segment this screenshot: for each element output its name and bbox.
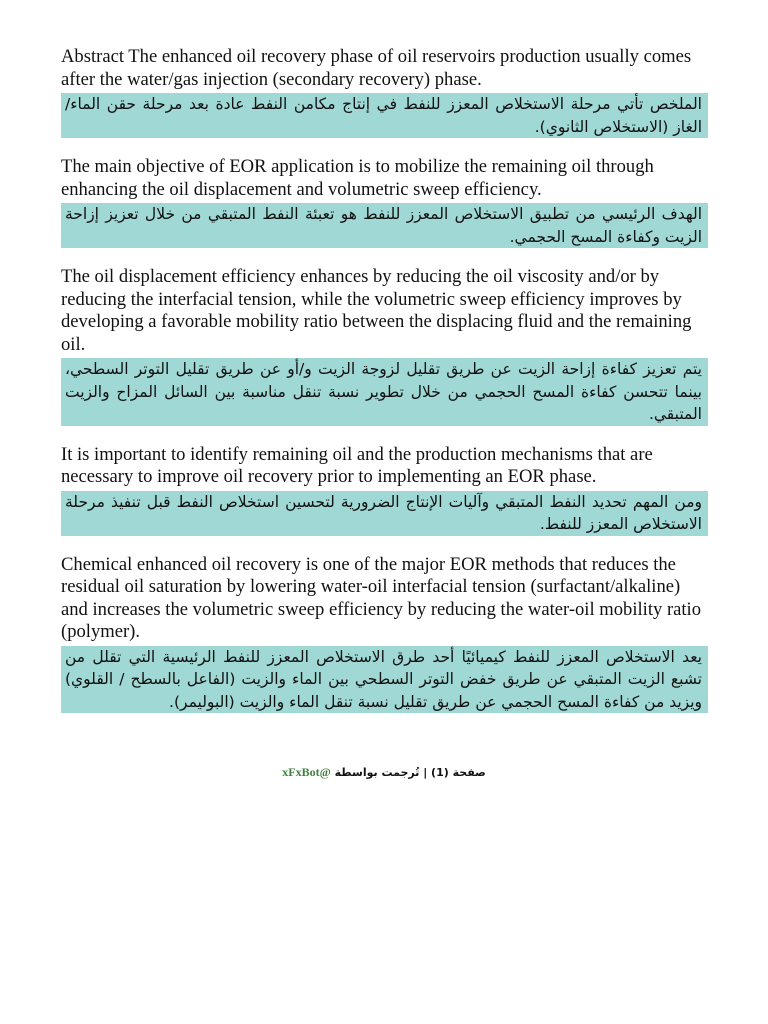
page-number-label: صفحة (1) | تُرجمت بواسطة <box>334 766 486 779</box>
english-paragraph: The main objective of EOR application is to mobilize the remaining oil through enhancing the oil displacement and volumetric sweep efficiency. <box>61 156 654 200</box>
paragraph-block-3 <box>61 266 708 426</box>
english-paragraph: Abstract The enhanced oil recovery phase of oil reservoirs production usually comes after the water/gas injection (secondary recovery) phase. <box>61 46 692 90</box>
english-paragraph: Chemical enhanced oil recovery is one of the major EOR methods that reduces the residual oil saturation by lowering water-oil interfacial tension (surfactant/alkaline) and increases the volumetric sweep efficiency by reducing the water-oil mobility ratio (polymer). <box>61 553 702 642</box>
arabic-translation: يعد الاستخلاص المعزز للنفط كيميائيًا أحد طرق الاستخلاص المعزز للنفط الرئيسية التي تقلل من تشبع الزيت المتبقي عن طريق خفض التوتر السطحي بين الماء والزيت (الفاعل بالسطح / القلوي) ويزيد من كفاءة المسح الحجمي عن طريق تقليل نسبة تنقل الماء والزيت (البوليمر). <box>61 646 708 714</box>
arabic-translation: الملخص تأتي مرحلة الاستخلاص المعزز للنفط في إنتاج مكامن النفط عادة بعد مرحلة حقن الماء/ الغاز (الاستخلاص الثانوي). <box>61 93 708 138</box>
paragraph-block-2 <box>61 156 708 248</box>
paragraph-block-5 <box>61 554 708 714</box>
arabic-translation: ومن المهم تحديد النفط المتبقي وآليات الإنتاج الضرورية لتحسين استخلاص النفط قبل تنفيذ مرحلة الاستخلاص المعزز للنفط. <box>61 491 708 536</box>
page-footer <box>0 765 768 780</box>
translator-handle[interactable]: @xFxBot <box>282 765 331 779</box>
paragraph-block-1 <box>61 46 708 138</box>
arabic-translation: يتم تعزيز كفاءة إزاحة الزيت عن طريق تقليل لزوجة الزيت و/أو عن طريق تقليل التوتر السطحي، بينما تتحسن كفاءة المسح الحجمي من خلال تطوير نسبة تنقل مناسبة بين السائل المزاح والزيت المتبقي. <box>61 358 708 426</box>
paragraph-block-4 <box>61 444 708 536</box>
arabic-translation: الهدف الرئيسي من تطبيق الاستخلاص المعزز للنفط هو تعبئة النفط المتبقي من خلال تعزيز إزاحة الزيت وكفاءة المسح الحجمي. <box>61 203 708 248</box>
english-paragraph: It is important to identify remaining oil and the production mechanisms that are necessary to improve oil recovery prior to implementing an EOR phase. <box>61 443 653 487</box>
english-paragraph: The oil displacement efficiency enhances by reducing the oil viscosity and/or by reducing the interfacial tension, while the volumetric sweep efficiency improves by developing a favorable mobility ratio between the displacing fluid and the remaining oil. <box>61 266 692 355</box>
